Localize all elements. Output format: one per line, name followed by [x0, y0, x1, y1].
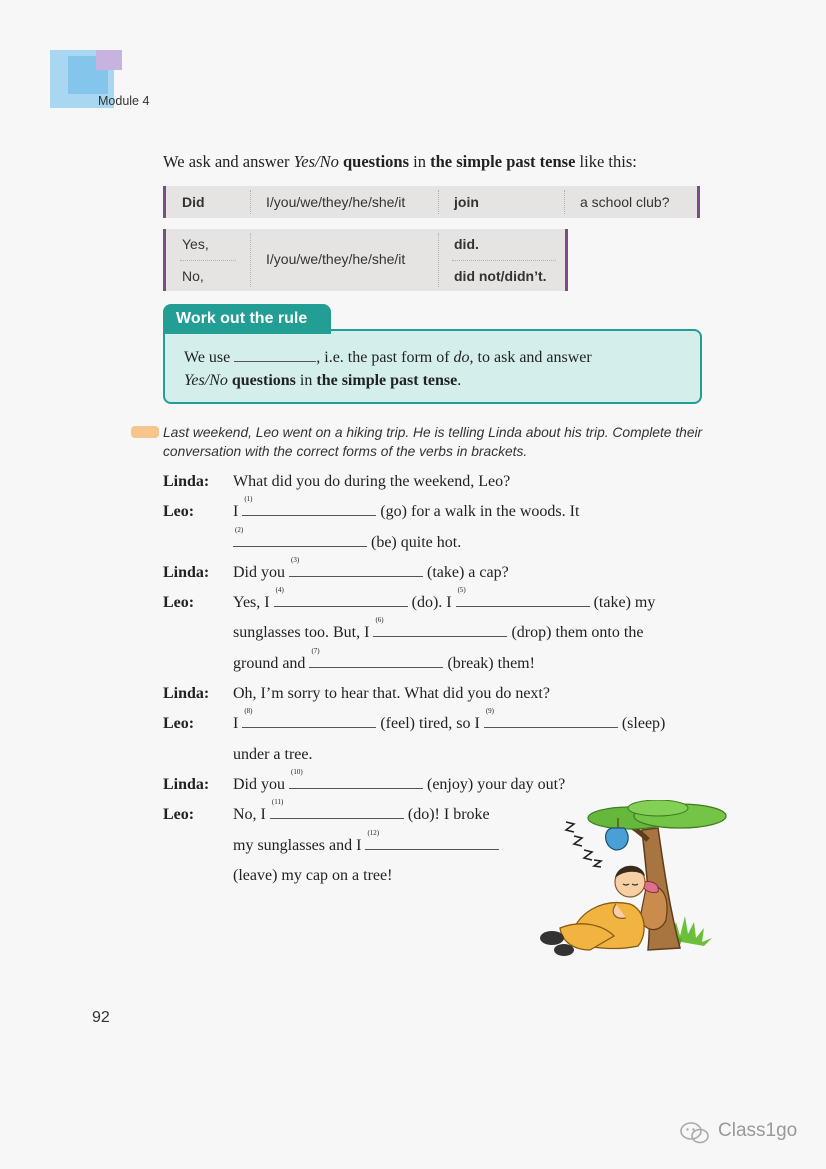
dialogue-text: I: [233, 715, 243, 732]
wechat-icon: [680, 1122, 710, 1144]
table-cell-subjects: I/you/we/they/he/she/it: [266, 251, 406, 267]
rule-line-2: [184, 369, 682, 392]
rule-tense: the simple past tense: [316, 372, 458, 389]
table-cell-object: a school club?: [580, 194, 670, 210]
page-number: 92: [92, 1009, 110, 1026]
intro-text: in: [409, 152, 431, 171]
dialogue-line: What did you do during the weekend, Leo?: [233, 473, 511, 490]
rule-yesno: Yes/No: [184, 372, 228, 389]
dialogue-text: Did you: [233, 776, 289, 793]
dialogue-line: [233, 829, 499, 855]
blank-number: (10): [291, 768, 303, 776]
answer-blank-2[interactable]: [233, 526, 367, 547]
answer-blank-4[interactable]: [274, 586, 408, 607]
dialogue-text: (take) a cap?: [423, 564, 509, 581]
dialogue-line: [233, 647, 535, 673]
dialogue-text: (sleep): [617, 715, 666, 732]
dialogue-text: No, I: [233, 806, 270, 823]
divider: [438, 233, 439, 287]
blank-number: (7): [311, 647, 320, 655]
dialogue-text: (do). I: [407, 594, 456, 611]
answer-blank-1[interactable]: [242, 495, 376, 516]
dialogue-text: Did you: [233, 564, 289, 581]
divider: [250, 190, 251, 214]
watermark: Class1go: [718, 1120, 798, 1141]
rule-text: .: [457, 372, 462, 389]
answer-table: [163, 229, 568, 291]
table-cell-did: Did: [182, 194, 205, 210]
blank-number: (8): [244, 707, 253, 715]
dialogue-text: (do)! I broke: [403, 806, 490, 823]
speaker-leo: Leo:: [163, 806, 195, 823]
dialogue-text: sunglasses too. But, I: [233, 624, 374, 641]
exercise-marker: [131, 426, 159, 438]
blank-number: (1): [244, 495, 253, 503]
module-decor-square: [96, 50, 122, 70]
divider: [564, 190, 565, 214]
divider: [438, 190, 439, 214]
intro-questions: questions: [338, 152, 410, 171]
dialogue-text: (be) quite hot.: [367, 534, 462, 551]
answer-blank-3[interactable]: [289, 556, 423, 577]
divider: [180, 260, 236, 261]
table-cell-yes-aux: did.: [454, 236, 479, 252]
question-table: [163, 186, 700, 218]
dialogue-line: [233, 798, 490, 824]
answer-blank-11[interactable]: [270, 798, 404, 819]
dialogue-line: [233, 616, 644, 642]
dialogue-text: (feel) tired, so I: [376, 715, 484, 732]
table-cell-no-aux: did not/didn’t.: [454, 268, 547, 284]
rule-line-1: [184, 346, 682, 369]
dialogue-text: (break) them!: [443, 655, 535, 672]
dialogue-line: [233, 526, 462, 552]
dialogue-text: Yes, I: [233, 594, 274, 611]
intro-tense: the simple past tense: [430, 152, 576, 171]
speaker-leo: Leo:: [163, 594, 195, 611]
dialogue-line: (leave) my cap on a tree!: [233, 867, 393, 884]
intro-yesno: Yes/No: [293, 152, 339, 171]
dialogue-line: Oh, I’m sorry to hear that. What did you do next?: [233, 685, 550, 702]
rule-text: , i.e. the past form of: [316, 349, 454, 366]
module-label: Module 4: [98, 94, 150, 108]
intro-sentence: [163, 152, 637, 172]
answer-blank-6[interactable]: [373, 616, 507, 637]
speaker-leo: Leo:: [163, 503, 195, 520]
rule-text: in: [295, 372, 317, 389]
divider: [250, 233, 251, 287]
rule-title: Work out the rule: [163, 304, 331, 334]
sleeping-hiker-illustration: [530, 800, 735, 960]
dialogue-text: ground and: [233, 655, 310, 672]
speaker-linda: Linda:: [163, 473, 210, 490]
rule-blank[interactable]: [234, 349, 316, 362]
blank-number: (2): [235, 526, 244, 534]
speaker-leo: Leo:: [163, 715, 195, 732]
blank-number: (9): [485, 707, 495, 715]
dialogue-line: [233, 768, 566, 794]
answer-blank-12[interactable]: [365, 829, 499, 850]
blank-number: (4): [275, 586, 284, 594]
answer-blank-8[interactable]: [242, 707, 376, 728]
dialogue-line: under a tree.: [233, 746, 313, 763]
speaker-linda: Linda:: [163, 564, 210, 581]
rule-text: We use: [184, 349, 235, 366]
dialogue-line: [233, 495, 580, 521]
blank-number: (5): [457, 586, 466, 594]
divider: [452, 260, 556, 261]
dialogue-text: (enjoy) your day out?: [423, 776, 566, 793]
blank-number: (12): [367, 829, 380, 837]
intro-text: like this:: [575, 152, 637, 171]
exercise-instructions: Last weekend, Leo went on a hiking trip. He is telling Linda about his trip. Complete their conversation with the correct forms of the verbs in brackets.: [163, 425, 703, 459]
speaker-linda: Linda:: [163, 685, 210, 702]
dialogue-text: (drop) them onto the: [507, 624, 644, 641]
blank-number: (3): [291, 556, 300, 564]
blank-number: (6): [375, 616, 384, 624]
intro-text: We ask and answer: [163, 152, 294, 171]
rule-do: do: [453, 349, 470, 366]
dialogue-text: my sunglasses and I: [233, 837, 366, 854]
rule-text: , to ask and answer: [469, 349, 592, 366]
dialogue-text: I: [233, 503, 243, 520]
blank-number: (11): [271, 798, 284, 806]
table-cell-no: No,: [182, 268, 204, 284]
answer-blank-9[interactable]: [484, 707, 618, 728]
dialogue-line: [233, 586, 656, 612]
table-cell-subjects: I/you/we/they/he/she/it: [266, 194, 406, 210]
answer-blank-10[interactable]: [289, 768, 423, 789]
rule-box: [163, 329, 702, 404]
answer-blank-7[interactable]: [309, 647, 443, 668]
speaker-linda: Linda:: [163, 776, 210, 793]
rule-questions: questions: [227, 372, 296, 389]
answer-blank-5[interactable]: [456, 586, 590, 607]
dialogue-text: (take) my: [589, 594, 656, 611]
table-cell-yes: Yes,: [182, 236, 209, 252]
dialogue-line: [233, 556, 509, 582]
dialogue-line: [233, 707, 666, 733]
table-cell-verb: join: [454, 194, 479, 210]
dialogue-text: (go) for a walk in the woods. It: [376, 503, 580, 520]
